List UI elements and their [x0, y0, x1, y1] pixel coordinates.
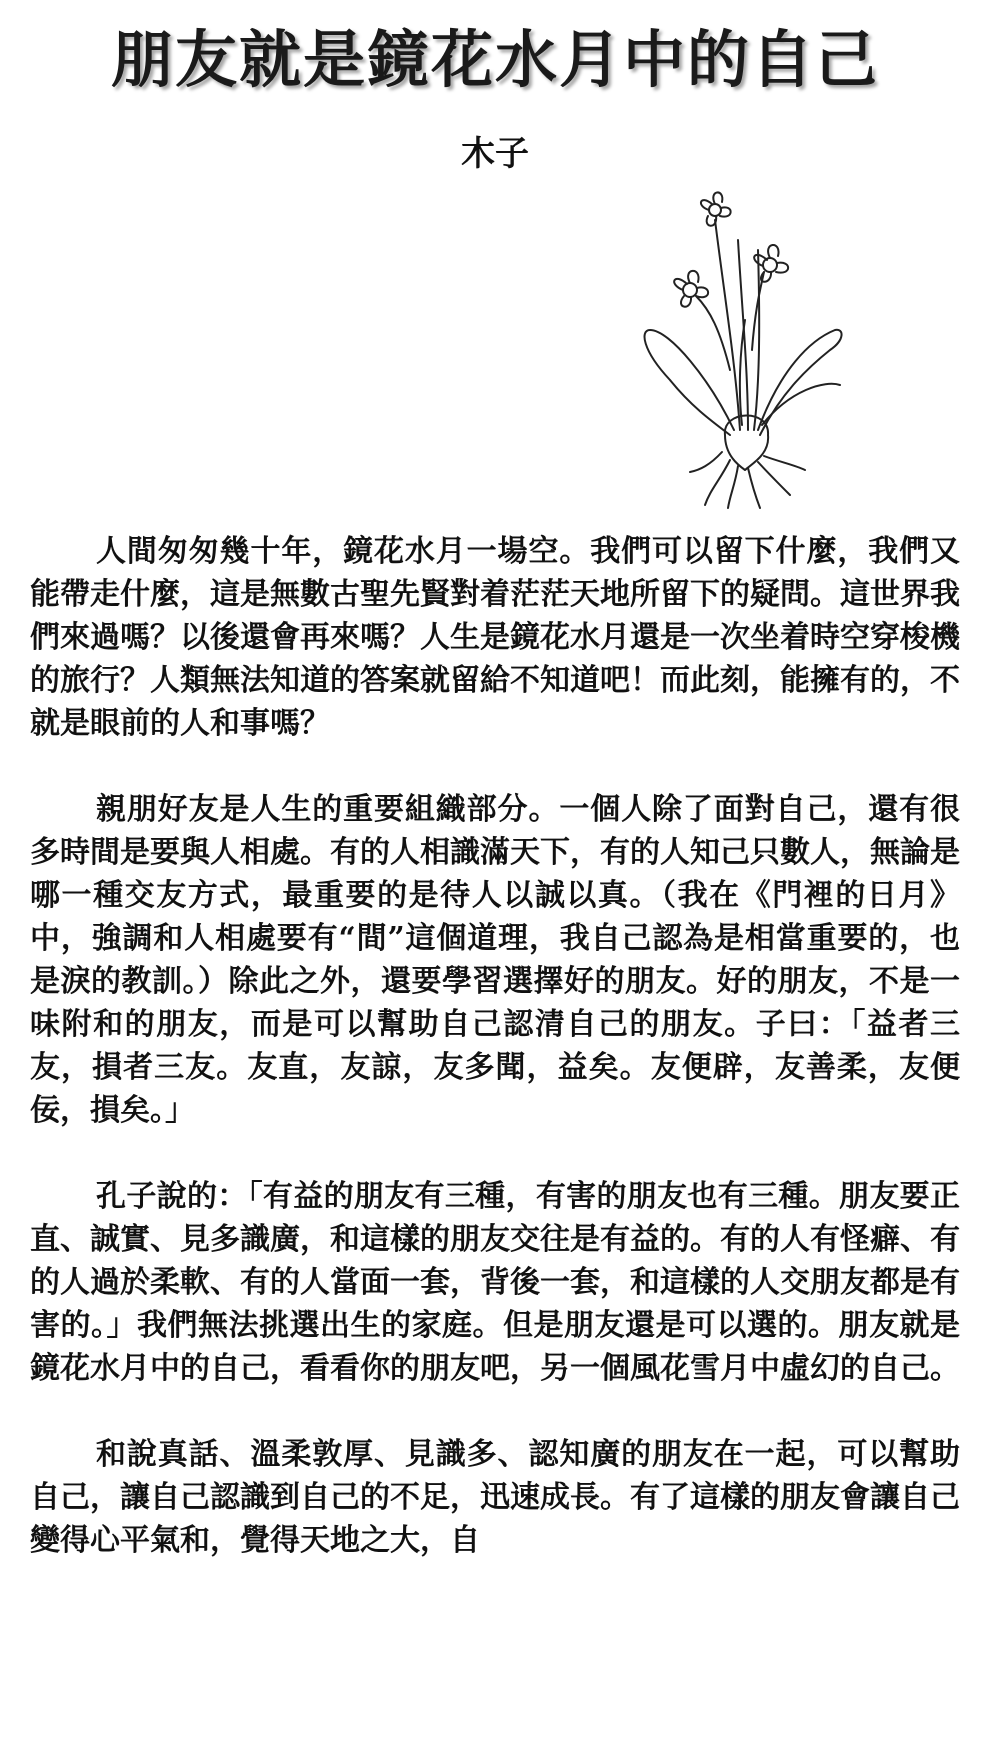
paragraph-4: 和說真話、溫柔敦厚、見識多、認知廣的朋友在一起，可以幫助自己，讓自己認識到自己的不足，迅速成長。有了這樣的朋友會讓自己變得心平氣和，覺得天地之大，自 — [30, 1437, 960, 1558]
narcissus-flower-icon — [630, 180, 850, 510]
article-title: 朋友就是鏡花水月中的自己 — [110, 23, 879, 96]
paragraph-1: 人間匆匆幾十年，鏡花水月一場空。我們可以留下什麼，我們又能帶走什麼，這是無數古聖先賢對着茫茫天地所留下的疑問。這世界我們來過嗎？以後還會再來嗎？人生是鏡花水月還是一次坐着時空穿梭機的旅行？人類無法知道的答案就留給不知道吧！而此刻，能擁有的，不就是眼前的人和事嗎？ — [30, 534, 960, 741]
article-body — [30, 530, 960, 1562]
paragraph-2: 親朋好友是人生的重要組織部分。一個人除了面對自己，還有很多時間是要與人相處。有的人相識滿天下，有的人知己只數人，無論是哪一種交友方式，最重要的是待人以誠以真。（我在《門裡的日月》中，強調和人相處要有“間”這個道理，我自己認為是相當重要的，也是淚的教訓。）除此之外，還要學習選擇好的朋友。好的朋友，不是一味附和的朋友，而是可以幫助自己認清自己的朋友。子曰：「益者三友，損者三友。友直，友諒，友多聞，益矣。友便辟，友善柔，友便佞，損矣。」 — [30, 792, 960, 1128]
paragraph-3: 孔子說的：「有益的朋友有三種，有害的朋友也有三種。朋友要正直、誠實、見多識廣，和這樣的朋友交往是有益的。有的人有怪癖、有的人過於柔軟、有的人當面一套，背後一套，和這樣的人交朋友都是有害的。」我們無法挑選出生的家庭。但是朋友還是可以選的。朋友就是鏡花水月中的自己，看看你的朋友吧，另一個風花雪月中虛幻的自己。 — [30, 1179, 960, 1386]
author-name: 木子 — [461, 134, 529, 174]
